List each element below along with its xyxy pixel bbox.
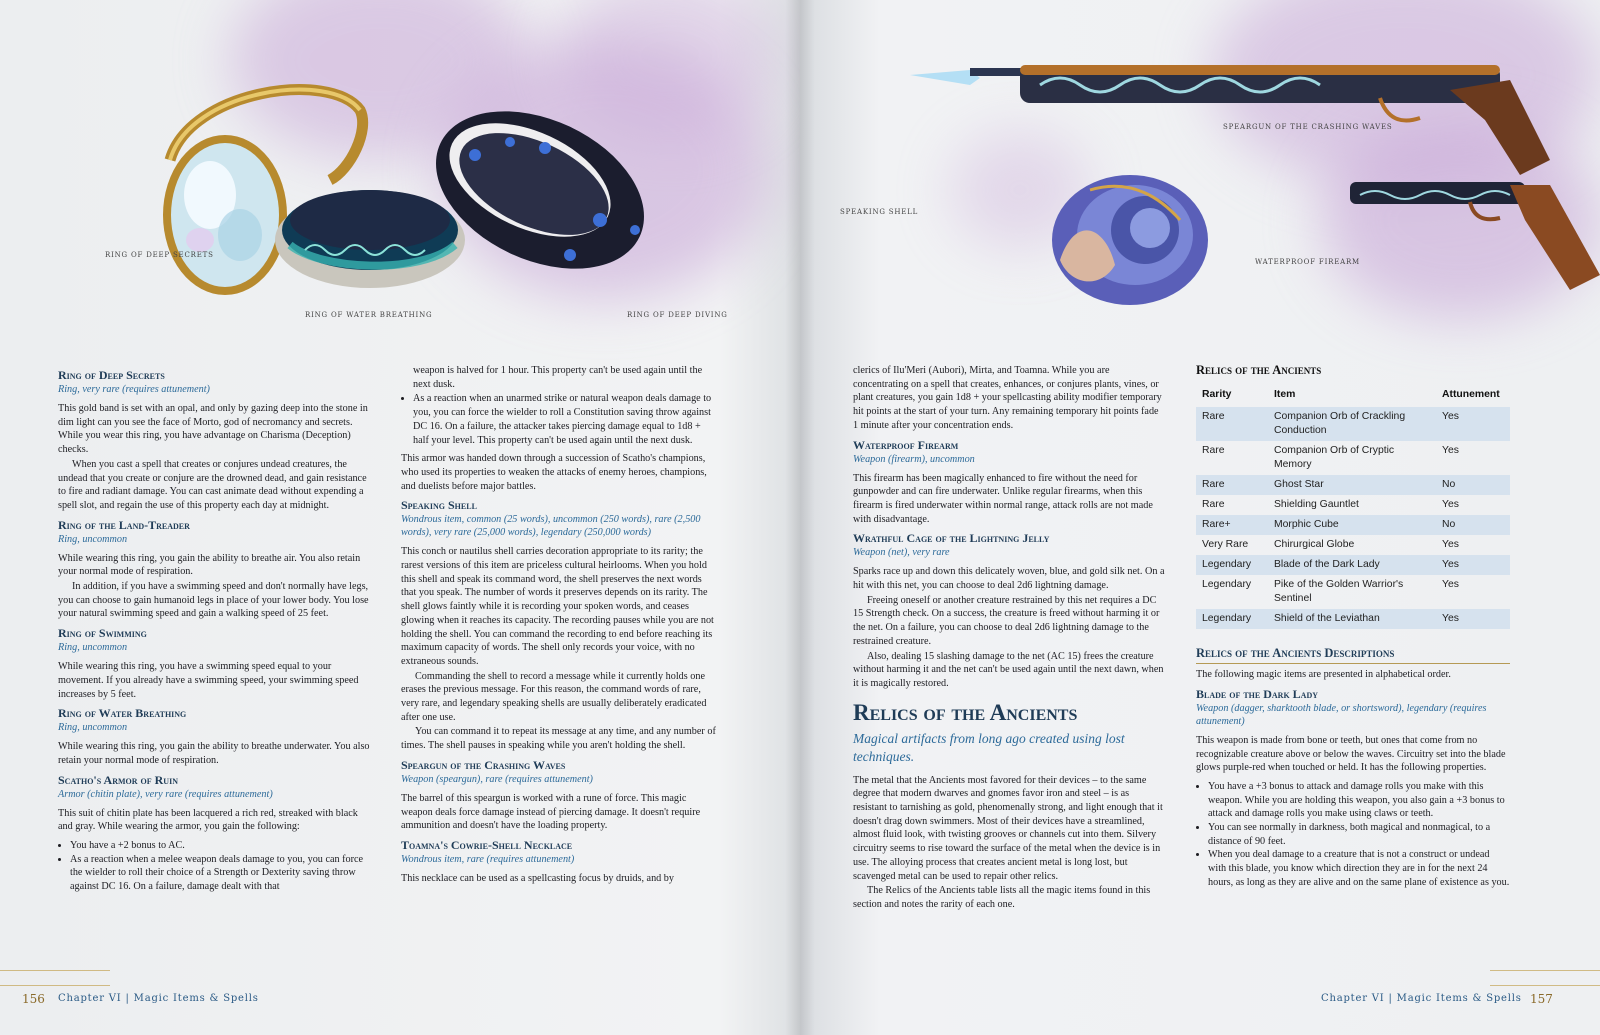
spear-energy-icon [910,70,980,85]
left-column-2 [401,364,717,891]
paragraph: Also, dealing 15 slashing damage to the net (AC 15) frees the creature without harming it and the net can't be used again until the next dawn, when it is magically restored. [853,650,1164,689]
paragraph: In addition, if you have a swimming speed and don't normally have legs, you can choose to gain humanoid legs in place of your lower body. You lose your natural swimming speed and gain a walking speed of 25 feet. [58,581,369,620]
chapter-footer: Chapter VI | Magic Items & Spells [1321,993,1522,1004]
heading-wrathful-cage: Wrathful Cage of the Lightning Jelly [853,531,1050,546]
bullet-list [413,392,717,447]
table-row [1196,609,1510,629]
paragraph: weapon is halved for 1 hour. This property can't be used again until the next dusk. [413,365,703,390]
cell-attunement: Yes [1442,499,1459,511]
section-title-relics: Relics of the Ancients [853,699,1078,725]
weapons-illustration [910,50,1600,310]
heading-blade-dark-lady: Blade of the Dark Lady [1196,686,1319,701]
firearm-grip-icon [1510,185,1600,290]
paragraph: This gold band is set with an opal, and only by gazing deep into the stone in dim light can you see the face of Morto, god of necromancy and secrets. While you wear this ring, you have advantage on Charisma (Deception) checks. [58,403,368,456]
heading-waterproof-firearm: Waterproof Firearm [853,437,959,452]
paragraph: Freeing oneself or another creature restrained by this net requires a DC 15 Strength check. On a success, the creature is freed without harming it or the net. On a failure, you can choose to deal 2d6 lightning damage to the restrained creature. [853,594,1160,647]
section-subtitle: Magical artifacts from long ago created using lost techniques. [853,730,1125,764]
table-row [1196,515,1510,535]
paragraph: The Relics of the Ancients table lists all the magic items found in this section and notes the rarity of each one. [853,885,1151,910]
cell-rarity: Rare [1202,445,1225,457]
cell-item: Companion Orb of Cryptic Memory [1274,445,1395,471]
cell-attunement: Yes [1442,579,1459,591]
speargun-grip-icon [1450,80,1550,175]
heading-ring-swimming: Ring of Swimming [58,626,147,641]
paragraph: This weapon is made from bone or teeth, but ones that come from no recognizable creature above or below the waves. Circuitry set into the blade glows purple-red when touched or held. It has the following properties. [1196,734,1506,774]
column-header: Rarity [1202,388,1232,400]
table-row [1196,475,1510,495]
heading-ring-deep-secrets: Ring of Deep Secrets [58,368,165,382]
bullet-list [70,839,372,894]
cell-attunement: Yes [1436,609,1510,629]
cell-item: Shield of the Leviathan [1268,609,1436,629]
paragraph: While wearing this ring, you gain the ability to breathe underwater. You also retain your normal mode of respiration. [58,741,370,766]
paragraph: This armor was handed down through a succession of Scatho's champions, who used its properties to weaken the attacks of enemy heroes, champions, and duelists before major battles. [401,453,707,492]
right-page [800,0,1600,1035]
list-item: • You have a +2 bonus to AC. [70,839,372,853]
table-row [1196,407,1510,441]
table-row [1196,575,1510,609]
cell-rarity: Rare [1196,407,1268,441]
subtitle: Weapon (net), very rare [853,547,950,559]
firearm-barrel-icon [1350,182,1525,204]
subtitle: Ring, uncommon [58,533,128,545]
cell-rarity: Rare+ [1196,515,1268,535]
heading-speaking-shell: Speaking Shell [401,498,477,513]
table-row [1196,441,1510,475]
paragraph: The barrel of this speargun is worked with a rune of force. This magic weapon deals force damage instead of piercing damage. It doesn't require ammunition and doesn't have the loading property. [401,792,701,832]
footer-ornament [0,970,110,986]
subtitle: Weapon (dagger, sharktooth blade, or shortsword), legendary (requires attunement) [1196,702,1487,727]
subtitle: Ring, very rare (requires attunement) [58,384,210,395]
page-number: 156 [22,992,45,1006]
caption-ring-water-breathing: RING OF WATER BREATHING [305,311,433,319]
cell-attunement: No [1436,475,1510,495]
footer-ornament [1490,970,1600,986]
table-row [1196,535,1510,555]
paragraph: Commanding the shell to record a message while it currently holds one erases the previous message. For this reason, the command words of rare, very rare, and legendary speaking shells are usually deliberately eradicated after one use. [401,670,707,723]
cell-item: Blade of the Dark Lady [1268,555,1436,575]
paragraph: This conch or nautilus shell carries decoration appropriate to its rarity; the rarest versions of this item are priceless cultural heirlooms. When you hold this shell and speak its command word, the shell preserves the next words that you speak. The number of words it preserves depends on its rarity. The shell glows faintly while it is recording your spoken words, and ceases glowing when it reaches its capacity. The recording pauses while you are not holding the shell. You can command the recording to end before reaching its maximum capacity of words. The shell only records your voice, with no extraneous sounds. [401,546,714,667]
page-number: 157 [1530,992,1553,1006]
cell-item: Chirurgical Globe [1274,539,1355,551]
cell-rarity: Legendary [1196,555,1268,575]
heading-speargun: Speargun of the Crashing Waves [401,757,566,772]
heading-necklace: Toamna's Cowrie-Shell Necklace [401,837,573,852]
speaking-shell-icon [1052,175,1208,305]
cell-attunement: Yes [1436,555,1510,575]
cell-item: Companion Orb of Crackling Conduction [1268,407,1436,441]
paragraph: This suit of chitin plate has been lacquered a rich red, streaked with black and gray. While wearing the armor, you gain the following: [58,807,358,833]
caption-speargun: SPEARGUN OF THE CRASHING WAVES [1223,123,1393,131]
cell-item: Morphic Cube [1268,515,1436,535]
paragraph: When you cast a spell that creates or conjures undead creatures, the undead that you create or conjure are the drowned dead, and gain resistance to fire and radiant damage. You can cast animate dead without expending a spell slot, and regain the use of this property each day at midnight. [58,458,367,511]
list-item: • You can see normally in darkness, both magical and nonmagical, to a distance of 90 feet. [1208,821,1510,848]
paragraph: This necklace can be used as a spellcasting focus by druids, and by [401,872,674,884]
chapter-footer: Chapter VI | Magic Items & Spells [58,993,259,1004]
cell-item: Ghost Star [1268,475,1436,495]
subtitle: Weapon (speargun), rare (requires attunement) [401,773,593,785]
column-header: Item [1274,388,1296,400]
right-column-1 [853,364,1165,917]
paragraph: The following magic items are presented in alphabetical order. [1196,669,1451,681]
heading-scathos-armor: Scatho's Armor of Ruin [58,772,178,787]
table-header-row [1196,384,1510,408]
relics-table [1196,384,1510,630]
right-column-2 [1196,364,1510,895]
list-item: • You have a +3 bonus to attack and damage rolls you make with this weapon. While you are holding this weapon, you also gain a +3 bonus to attack and damage rolls you make using claws or teeth. [1208,780,1510,821]
table-row [1196,495,1510,515]
paragraph: While wearing this ring, you have a swimming speed equal to your movement. If you already have a swimming speed, your swimming speed increases by 5 feet. [58,661,359,700]
list-item: • As a reaction when a melee weapon deals damage to you, you can force the wielder to roll their choice of a Strength or Dexterity saving throw against DC 16. On a failure, damage dealt with that [70,853,372,894]
subtitle: Armor (chitin plate), very rare (requires attunement) [58,788,273,800]
rings-illustration [130,70,680,310]
cell-item: Shielding Gauntlet [1274,499,1359,511]
column-header: Attunement [1442,388,1500,400]
cell-rarity: Rare [1202,499,1225,511]
descriptions-heading: Relics of the Ancients Descriptions [1196,647,1510,664]
caption-firearm: WATERPROOF FIREARM [1255,258,1361,266]
list-item: • As a reaction when an unarmed strike or natural weapon deals damage to you, you can force the wielder to roll a Constitution saving throw against DC 16. On a failure, the attacker takes piercing damage equal to 1d8 + half your level. This property can't be used again until the next dusk. [413,392,717,447]
cell-rarity: Very Rare [1202,539,1249,551]
paragraph: This firearm has been magically enhanced to fire without the need for gunpowder and can fire underwater. Unlike regular firearms, when this firearm is fired underwater within normal range, attack rolls are not made with disadvantage. [853,472,1153,525]
subtitle: Ring, uncommon [58,642,128,654]
paragraph: While wearing this ring, you gain the ability to breathe air. You also retain your normal mode of respiration. [58,552,361,578]
cell-attunement: Yes [1442,539,1459,551]
subtitle: Weapon (firearm), uncommon [853,453,975,465]
heading-ring-land-treader: Ring of the Land-Treader [58,517,190,532]
list-item: • When you deal damage to a creature that is not a construct or undead with this blade, you know which direction they are in for the next 24 hours, as long as they are alive and on the same plane of existence as you. [1208,848,1510,889]
caption-ring-deep-secrets: RING OF DEEP SECRETS [105,251,214,259]
subtitle: Wondrous item, common (25 words), uncommon (250 words), rare (2,500 words), very rare (25,000 words), legendary (250,000 words) [401,514,701,539]
book-gutter [785,0,815,1035]
subtitle: Wondrous item, rare (requires attunement) [401,853,575,865]
heading-ring-water-breathing: Ring of Water Breathing [58,706,187,721]
paragraph: The metal that the Ancients most favored for their devices – to the same degree that modern dwarves and gnomes favor iron and steel – is as resistant to tarnishing as gold, phenomenally strong, and light enough that it doesn't drag down swimmers. Most of their devices have a streamlined, almost fluid look, with twisting grooves or channels cut into them. Silvery circuitry seems to rise toward the surface of the metal when the device is in use. The alloying process that creates ancient metal is long lost, but scavenged metal can be used to repair other relics. [853,774,1163,882]
table-title: Relics of the Ancients [1196,363,1322,377]
subtitle: Ring, uncommon [58,722,128,734]
cell-rarity: Rare [1196,475,1268,495]
cell-rarity: Legendary [1202,579,1252,591]
cell-rarity: Legendary [1196,609,1268,629]
bullet-list [1208,780,1510,890]
table-row [1196,555,1510,575]
cell-attunement: Yes [1442,445,1459,457]
paragraph: You can command it to repeat its message at any time, and any number of times. The shell pauses in speaking while you aren't holding the shell. [401,726,716,752]
cell-attunement: Yes [1436,407,1510,441]
caption-ring-deep-diving: RING OF DEEP DIVING [627,311,728,319]
paragraph: clerics of Ilu'Meri (Aubori), Mirta, and Toamna. While you are concentrating on a spell that creates, enhances, or conjures plants, vines, or plant creatures, you gain 1d8 + your spellcasting ability modifier temporary hit points at the start of your turn. Any remaining temporary hit points fade 1 minute after your concentration ends. [853,365,1162,431]
caption-speaking-shell: SPEAKING SHELL [840,208,919,216]
left-column-1 [58,364,372,899]
cell-item: Pike of the Golden Warrior's Sentinel [1274,579,1404,605]
paragraph: Sparks race up and down this delicately woven, blue, and gold silk net. On a hit with this net, you can choose to deal 2d6 lightning damage. [853,566,1165,592]
cell-attunement: No [1436,515,1510,535]
